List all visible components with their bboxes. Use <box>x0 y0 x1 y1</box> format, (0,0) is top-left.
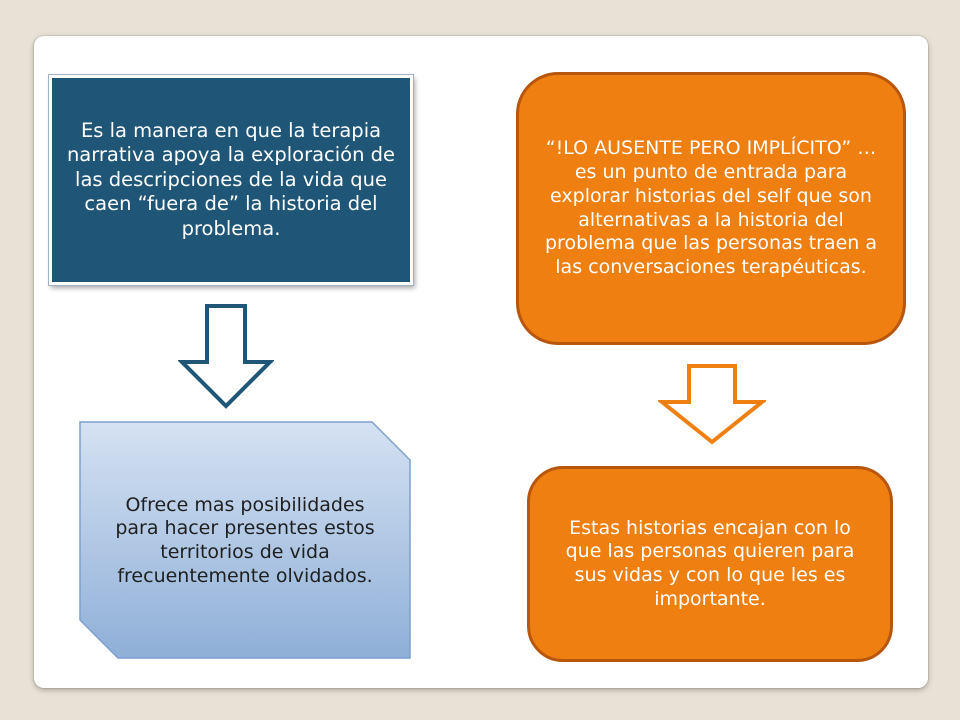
absent-implicit-text: “!LO AUSENTE PERO IMPLÍCITO” … es un punto de entrada para explorar historias del self que son alternativas a la historia del problema que las personas traen a las conversaciones terapéuticas. <box>544 137 878 278</box>
fit-stories-text: Estas historias encajan con lo que las personas quieren para sus vidas y con lo que les es importante. <box>565 516 855 610</box>
definition-box <box>49 75 413 285</box>
down-arrow-icon-left <box>178 303 274 409</box>
definition-text: Es la manera en que la terapia narrativa apoya la exploración de las descripciones de la vida que caen “fuera de” la historia del problema. <box>66 119 396 240</box>
possibilities-text: Ofrece mas posibilidades para hacer presentes estos territorios de vida frecuentemente olvidados. <box>115 493 375 587</box>
down-arrow-icon-right <box>658 363 766 445</box>
fit-stories-box <box>527 466 893 662</box>
absent-implicit-box <box>516 72 906 345</box>
possibilities-box <box>92 430 398 652</box>
